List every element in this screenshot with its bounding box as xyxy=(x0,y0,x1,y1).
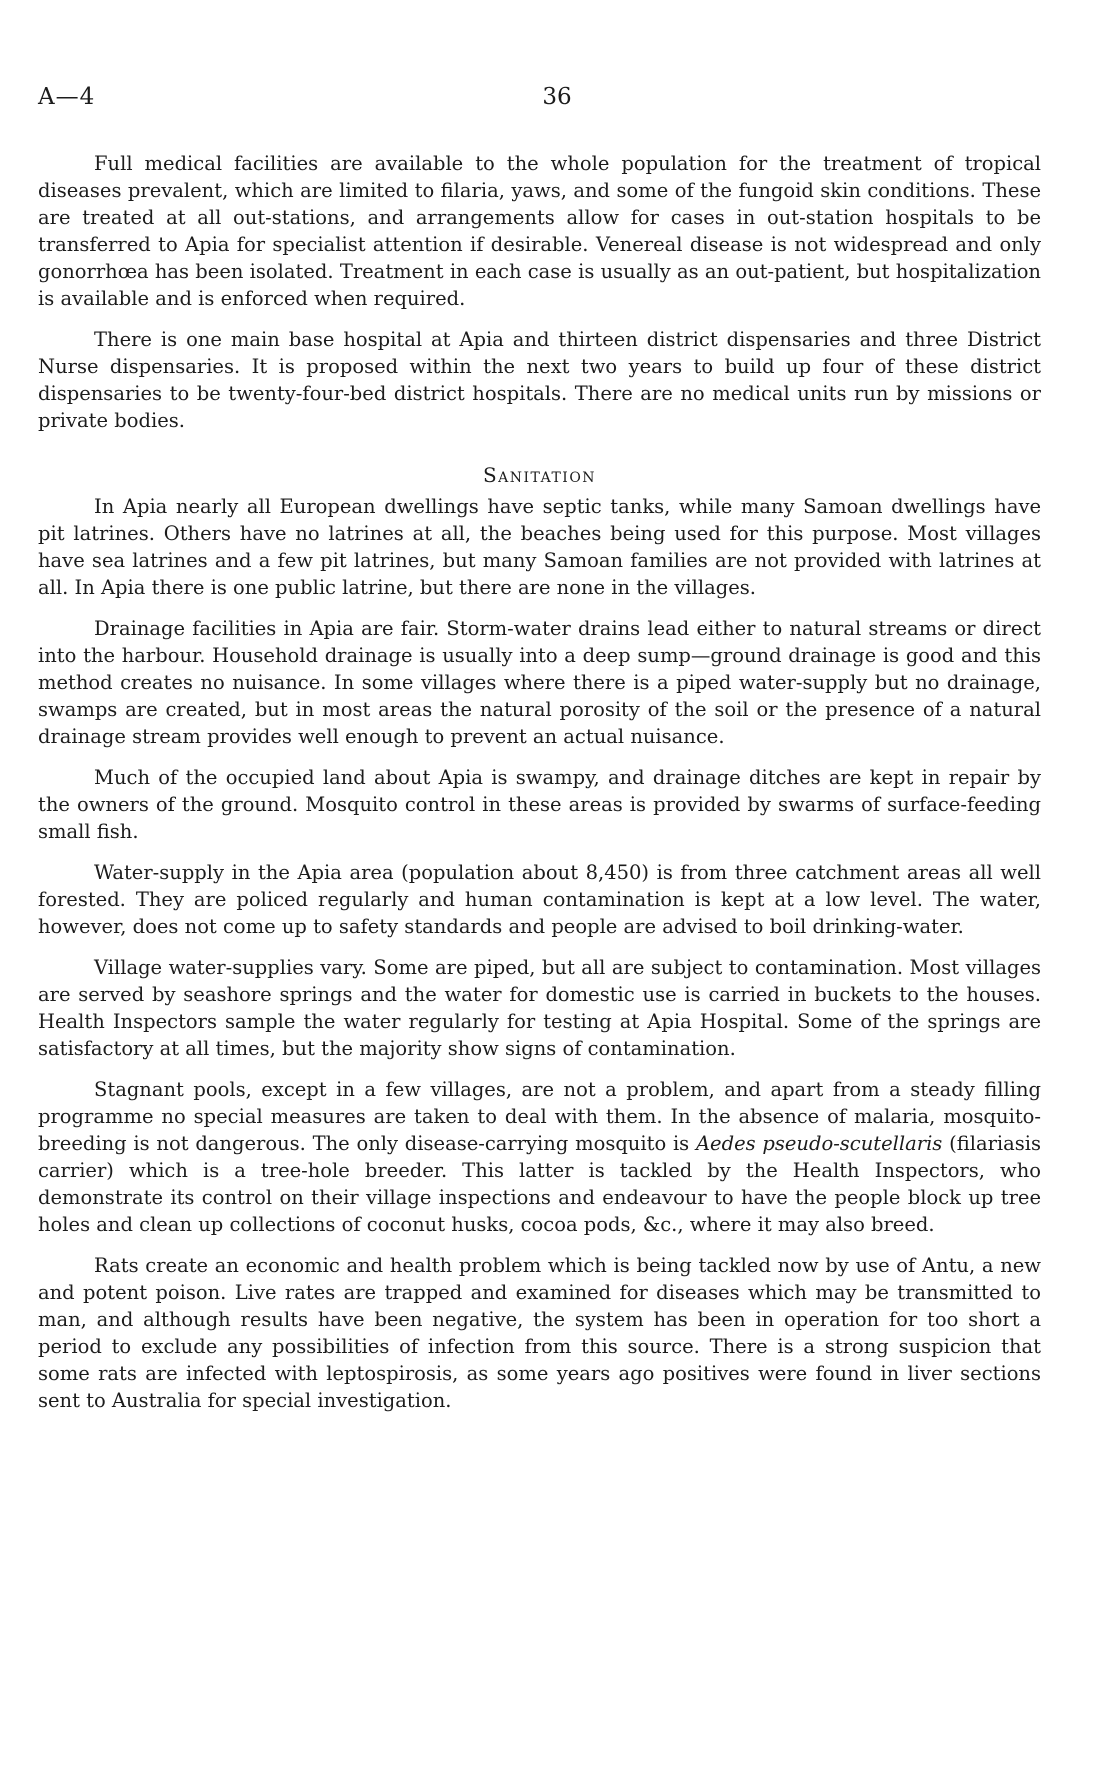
paragraph-latrines: In Apia nearly all European dwellings have septic tanks, while many Samoan dwellings have pit latrines. Others have no latrines at all, the beaches being used for this purpose. Most villages have sea latrines and a few pit latrines, but many Samoan families are not provided with latrines at all. In Apia there is one public latrine, but there are none in the villages. xyxy=(38,495,1041,599)
stagnant-text-start: Stagnant pools, except in a few villages, are not a problem, and apart from a steady filling programme no special measures are taken to deal with them. In the absence of malaria, mosquito-breeding is not dangerous. The only disease-carrying mosquito is xyxy=(38,1078,1041,1155)
paragraph-water-supply: Water-supply in the Apia area (population about 8,450) is from three catchment areas all well forested. They are policed regularly and human contamination is kept at a low level. The water, however, does not come up to safety standards and people are advised to boil drinking-water. xyxy=(38,861,1041,938)
paragraph-drainage: Drainage facilities in Apia are fair. Storm-water drains lead either to natural streams or direct into the harbour. Household drainage is usually into a deep sump—ground drainage is good and this method creates no nuisance. In some villages where there is a piped water-supply but no drainage, swamps are created, but in most areas the natural porosity of the soil or the presence of a natural drainage stream provides well enough to prevent an actual nuisance. xyxy=(38,617,1041,748)
mosquito-species-name: Aedes pseudo-scutellaris xyxy=(695,1132,943,1155)
paragraph-swampy-land: Much of the occupied land about Apia is swampy, and drainage ditches are kept in repair by the owners of the ground. Mosquito control in these areas is provided by swarms of surface-feeding small fish. xyxy=(38,766,1041,843)
paragraph-village-water: Village water-supplies vary. Some are piped, but all are subject to contamination. Most villages are served by seashore springs and the water for domestic use is carried in buckets to the houses. Health Inspectors sample the water regularly for testing at Apia Hospital. Some of the springs are satisfactory at all times, but the majority show signs of contamination. xyxy=(38,956,1041,1060)
document-body xyxy=(38,150,1041,1428)
section-heading-sanitation: Sanitation xyxy=(482,463,597,487)
paragraph-hospitals: There is one main base hospital at Apia and thirteen district dispensaries and three District Nurse dispensaries. It is proposed within the next two years to build up four of these district dispensaries to be twenty-four-bed district hospitals. There are no medical units run by missions or private bodies. xyxy=(38,328,1041,432)
document-reference: A—4 xyxy=(38,84,96,110)
paragraph-stagnant-pools xyxy=(38,1076,1041,1238)
page-number: 36 xyxy=(542,84,572,110)
stagnant-text-end: (filariasis carrier) which is a tree-hole breeder. This latter is tackled by the Health Inspectors, who demonstrate its control on their village inspections and endeavour to have the people block up tree holes and clean up collections of coconut husks, cocoa pods, &c., where it may also breed. xyxy=(38,1132,1042,1236)
paragraph-rats: Rats create an economic and health problem which is being tackled now by use of Antu, a new and potent poison. Live rates are trapped and examined for diseases which may be transmitted to man, and although results have been negative, the system has been in operation for too short a period to exclude any possibilities of infection from this source. There is a strong suspicion that some rats are infected with leptospirosis, as some years ago positives were found in liver sections sent to Australia for special investigation. xyxy=(38,1254,1041,1412)
paragraph-medical-facilities: Full medical facilities are available to the whole population for the treatment of tropical diseases prevalent, which are limited to filaria, yaws, and some of the fungoid skin conditions. These are treated at all out-stations, and arrangements allow for cases in out-station hospitals to be transferred to Apia for specialist attention if desirable. Venereal disease is not widespread and only gonorrhœa has been isolated. Treatment in each case is usually as an out-patient, but hospitalization is available and is enforced when required. xyxy=(38,152,1041,310)
